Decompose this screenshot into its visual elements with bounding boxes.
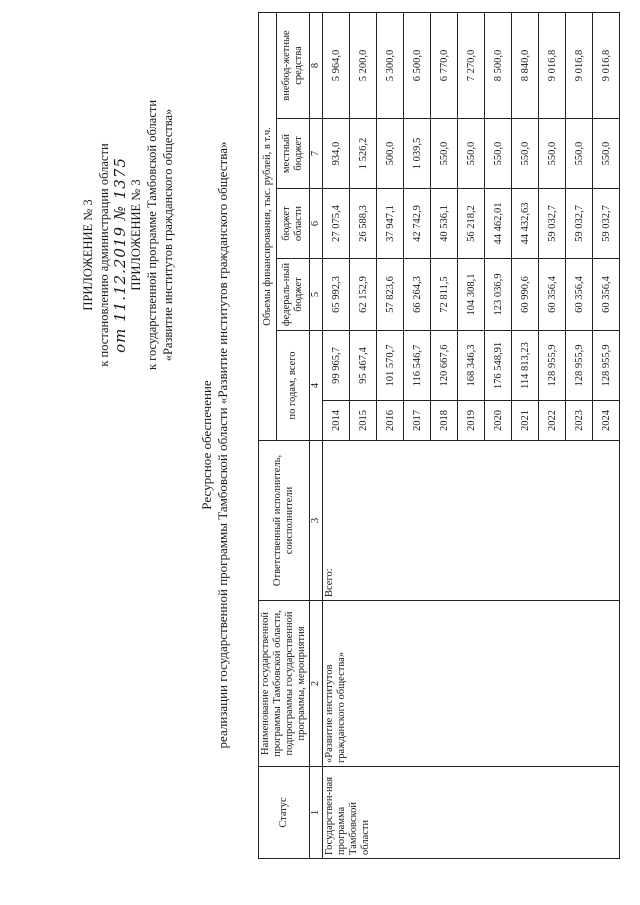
local-cell: 550,0 xyxy=(539,119,566,189)
regional-cell: 27 075,4 xyxy=(323,189,350,259)
table-row xyxy=(323,12,350,858)
extrabudgetary-cell: 9 016,8 xyxy=(539,12,566,118)
local-cell: 1 039,5 xyxy=(404,119,431,189)
federal-cell: 65 992,3 xyxy=(323,259,350,331)
extrabudgetary-cell: 6 770,0 xyxy=(431,12,458,118)
federal-cell: 57 823,6 xyxy=(377,259,404,331)
year-cell: 2021 xyxy=(512,401,539,441)
federal-cell: 104 308,1 xyxy=(458,259,485,331)
federal-cell: 72 811,5 xyxy=(431,259,458,331)
regional-cell: 37 947,1 xyxy=(377,189,404,259)
total-cell: 176 548,91 xyxy=(485,331,512,401)
column-number: 6 xyxy=(310,189,323,259)
total-cell: 128 955,9 xyxy=(539,331,566,401)
year-cell: 2023 xyxy=(566,401,593,441)
extrabudgetary-cell: 9 016,8 xyxy=(566,12,593,118)
year-cell: 2018 xyxy=(431,401,458,441)
federal-cell: 60 990,6 xyxy=(512,259,539,331)
header-executor: Ответственный исполнитель, соисполнители xyxy=(259,441,310,601)
extrabudgetary-cell: 5 300,0 xyxy=(377,12,404,118)
header-by-years: по годам, всего xyxy=(277,331,310,441)
local-cell: 934,0 xyxy=(323,119,350,189)
regional-cell: 26 588,3 xyxy=(350,189,377,259)
local-cell: 550,0 xyxy=(512,119,539,189)
regional-cell: 59 032,7 xyxy=(593,189,620,259)
year-cell: 2015 xyxy=(350,401,377,441)
column-number: 4 xyxy=(310,331,323,441)
extrabudgetary-cell: 5 964,0 xyxy=(323,12,350,118)
program-appendix-header xyxy=(128,65,176,405)
header-funding-group: Объемы финансирования, тыс. рублей, в т.ч. xyxy=(259,12,277,440)
year-cell: 2020 xyxy=(485,401,512,441)
year-cell: 2016 xyxy=(377,401,404,441)
total-cell: 168 346,3 xyxy=(458,331,485,401)
regional-cell: 44 432,63 xyxy=(512,189,539,259)
federal-cell: 60 356,4 xyxy=(593,259,620,331)
extrabudgetary-cell: 7 270,0 xyxy=(458,12,485,118)
program-name-cell: «Развитие институтов гражданского общества» xyxy=(323,601,620,767)
regional-cell: 42 742,9 xyxy=(404,189,431,259)
regional-cell: 44 462,01 xyxy=(485,189,512,259)
extrabudgetary-cell: 9 016,8 xyxy=(593,12,620,118)
federal-cell: 123 036,9 xyxy=(485,259,512,331)
total-cell: 120 667,6 xyxy=(431,331,458,401)
regional-cell: 56 218,2 xyxy=(458,189,485,259)
header-program-name: Наименование государственной программы Тамбовской области, подпрограммы государственной программы, мероприятия xyxy=(259,601,310,767)
header-local-budget: местный бюджет xyxy=(277,119,310,189)
local-cell: 550,0 xyxy=(485,119,512,189)
executor-cell: Всего: xyxy=(323,441,620,601)
extrabudgetary-cell: 5 200,0 xyxy=(350,12,377,118)
total-cell: 114 813,23 xyxy=(512,331,539,401)
column-number: 5 xyxy=(310,259,323,331)
extrabudgetary-cell: 6 500,0 xyxy=(404,12,431,118)
extrabudgetary-cell: 8 500,0 xyxy=(485,12,512,118)
federal-cell: 60 356,4 xyxy=(566,259,593,331)
title-line-2: реализации государственной программы Тамбовской области «Развитие институтов гражданского общества» xyxy=(215,141,230,749)
column-number: 7 xyxy=(310,119,323,189)
header-status: Статус xyxy=(259,767,310,859)
local-cell: 550,0 xyxy=(593,119,620,189)
appendix-title: ПРИЛОЖЕНИЕ № 3 xyxy=(129,179,143,291)
total-cell: 116 546,7 xyxy=(404,331,431,401)
header-regional-budget: бюджет области xyxy=(277,189,310,259)
document-title xyxy=(199,95,231,795)
regional-cell: 59 032,7 xyxy=(539,189,566,259)
appendix-title: ПРИЛОЖЕНИЕ № 3 xyxy=(81,199,95,311)
column-number: 2 xyxy=(310,601,323,767)
handwritten-date-number: от 11.12.2019 № 1375 xyxy=(111,157,129,353)
status-cell: Государствен-ная программа Тамбовской области xyxy=(323,767,620,859)
year-cell: 2024 xyxy=(593,401,620,441)
resolution-reference: к постановлению администрации области xyxy=(97,143,111,367)
year-cell: 2014 xyxy=(323,401,350,441)
total-cell: 95 467,4 xyxy=(350,331,377,401)
local-cell: 550,0 xyxy=(458,119,485,189)
total-cell: 128 955,9 xyxy=(593,331,620,401)
federal-cell: 60 356,4 xyxy=(539,259,566,331)
regional-cell: 59 032,7 xyxy=(566,189,593,259)
table-body xyxy=(323,12,620,858)
program-reference: к государственной программе Тамбовской области xyxy=(145,99,159,371)
year-cell: 2017 xyxy=(404,401,431,441)
resource-table xyxy=(258,12,620,859)
header-extrabudgetary: внебюд-жетные средства xyxy=(277,12,310,118)
local-cell: 550,0 xyxy=(566,119,593,189)
column-number: 8 xyxy=(310,12,323,118)
local-cell: 500,0 xyxy=(377,119,404,189)
column-number: 1 xyxy=(310,767,323,859)
total-cell: 99 965,7 xyxy=(323,331,350,401)
extrabudgetary-cell: 8 840,0 xyxy=(512,12,539,118)
total-cell: 101 570,7 xyxy=(377,331,404,401)
year-cell: 2022 xyxy=(539,401,566,441)
regional-cell: 40 536,1 xyxy=(431,189,458,259)
resolution-appendix-header xyxy=(80,125,128,385)
local-cell: 550,0 xyxy=(431,119,458,189)
federal-cell: 66 264,3 xyxy=(404,259,431,331)
year-cell: 2019 xyxy=(458,401,485,441)
federal-cell: 62 152,9 xyxy=(350,259,377,331)
header-federal-budget: федераль-ный бюджет xyxy=(277,259,310,331)
program-name: «Развитие институтов гражданского общества» xyxy=(161,108,175,362)
column-number: 3 xyxy=(310,441,323,601)
total-cell: 128 955,9 xyxy=(566,331,593,401)
title-line-1: Ресурсное обеспечение xyxy=(199,380,214,510)
local-cell: 1 526,2 xyxy=(350,119,377,189)
